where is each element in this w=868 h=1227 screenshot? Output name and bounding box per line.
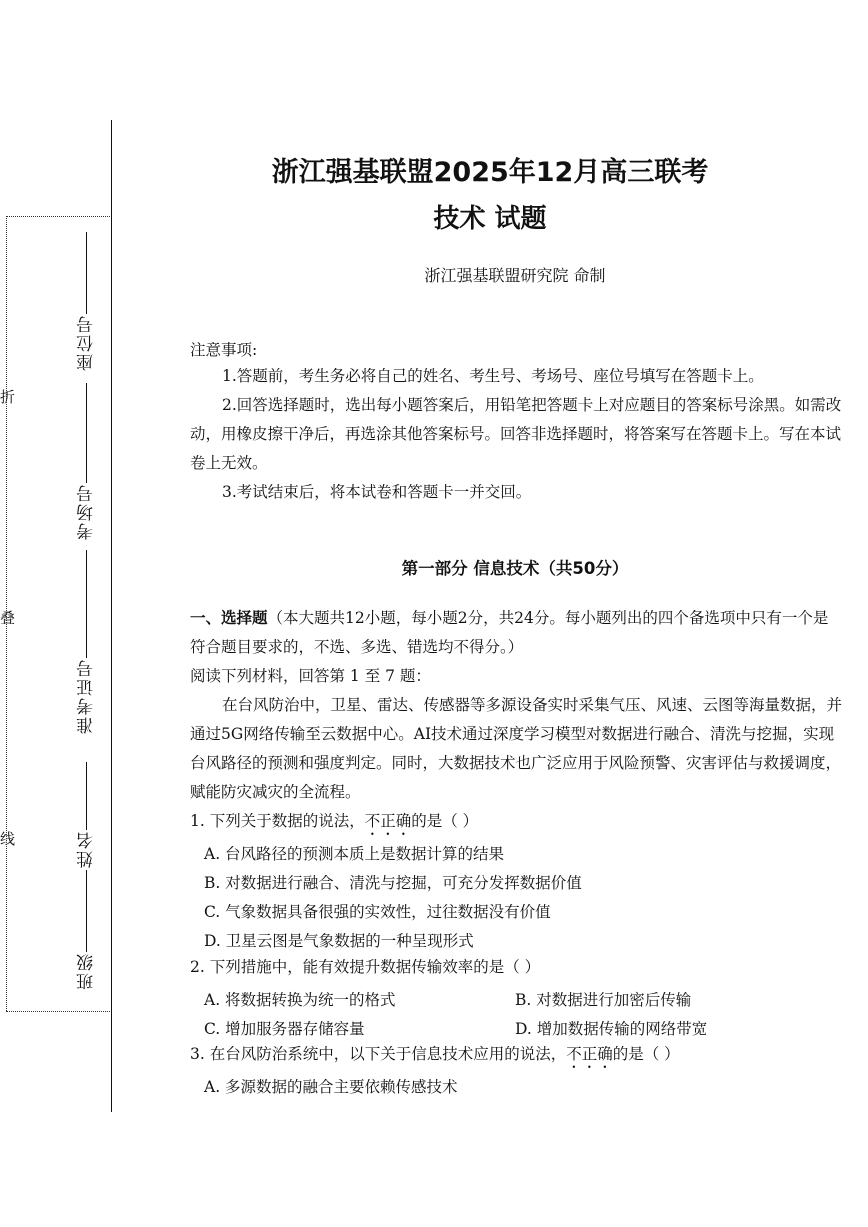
choice-description: （本大题共12小题，每小题2分，共24分。每小题列出的四个备选项中只有一个是符合题目要求的，不选、多选、错选均不得分。） (190, 609, 829, 656)
section-title: 第一部分 信息技术（共50分） (401, 559, 629, 578)
fold-line-bottom (6, 1011, 112, 1012)
reading-intro: 阅读下列材料，回答第 1 至 7 题： (190, 667, 431, 685)
seat-number-label: 座位号 (76, 314, 97, 371)
question-1-emphasis: 不正确 (364, 812, 412, 830)
question-3-prefix: 3. 在台风防治系统中，以下关于信息技术应用的说法， (190, 1045, 567, 1063)
question-3-emphasis: 不正确 (566, 1045, 613, 1063)
q2-option-c: C. 增加服务器存储容量 (204, 1020, 365, 1038)
q3-option-a: A. 多源数据的融合主要依赖传感技术 (204, 1078, 458, 1096)
notice-heading: 注意事项: (190, 341, 258, 359)
margin-border (111, 120, 112, 1112)
exam-subtitle: 技术 试题 (433, 204, 547, 234)
class-field[interactable] (66, 870, 106, 990)
q2-option-d: D. 增加数据传输的网络带宽 (515, 1020, 708, 1038)
notice-item-2: 2.回答选择题时，选出每小题答案后，用铅笔把答题卡上对应题目的答案标号涂黑。如需改动，用橡皮擦干净后，再选涂其他答案标号。回答非选择题时，将答案写在答题卡上。写在本试卷上无效。 (190, 396, 842, 472)
exam-title: 浙江强基联盟2025年12月高三联考 (271, 157, 709, 188)
question-3 (190, 1040, 842, 1072)
class-label: 班级 (76, 952, 97, 990)
q1-option-d: D. 卫星云图是气象数据的一种呈现形式 (204, 932, 474, 950)
fold-char-2: 叠 (0, 609, 16, 627)
q2-option-b: B. 对数据进行加密后传输 (515, 991, 692, 1009)
admission-number-field[interactable] (66, 550, 106, 734)
question-1-suffix: 的是（ ） (411, 812, 479, 830)
notice-item-3: 3.考试结束后，将本试卷和答题卡一并交回。 (222, 483, 532, 501)
q1-option-a: A. 台风路径的预测本质上是数据计算的结果 (204, 845, 505, 863)
fold-line-top (6, 216, 112, 217)
q2-option-a: A. 将数据转换为统一的格式 (204, 991, 396, 1009)
exam-room-field[interactable] (66, 383, 106, 540)
question-2: 2. 下列措施中，能有效提升数据传输效率的是（ ） (190, 958, 541, 976)
choice-label: 一、选择题 (190, 609, 268, 627)
reading-material: 在台风防治中，卫星、雷达、传感器等多源设备实时采集气压、风速、云图等海量数据，并通过5G网络传输至云数据中心。AI技术通过深度学习模型对数据进行融合、清洗与挖掘，实现台风路径的预测和强度判定。同时，大数据技术也广泛应用于风险预警、灾害评估与救援调度，赋能防灾减灾的全流程。 (190, 696, 843, 801)
question-3-suffix: 的是（ ） (612, 1045, 680, 1063)
q1-option-b: B. 对数据进行融合、清洗与挖掘，可充分发挥数据价值 (204, 874, 582, 892)
seat-number-field[interactable] (66, 232, 106, 371)
fold-char-1: 折 (0, 388, 16, 406)
publisher: 浙江强基联盟研究院 命制 (424, 266, 606, 285)
question-1-prefix: 1. 下列关于数据的说法， (190, 812, 365, 830)
question-1 (190, 807, 842, 839)
q1-option-c: C. 气象数据具备很强的实效性，过往数据没有价值 (204, 903, 551, 921)
exam-room-label: 考场号 (76, 483, 97, 540)
choice-instructions (190, 604, 842, 662)
name-label: 姓名 (76, 830, 97, 868)
name-field[interactable] (66, 762, 106, 868)
fold-char-3: 线 (0, 830, 16, 848)
notice-item-1: 1.答题前，考生务必将自己的姓名、考生号、考场号、座位号填写在答题卡上。 (222, 367, 764, 385)
admission-number-label: 准考证号 (76, 658, 97, 734)
